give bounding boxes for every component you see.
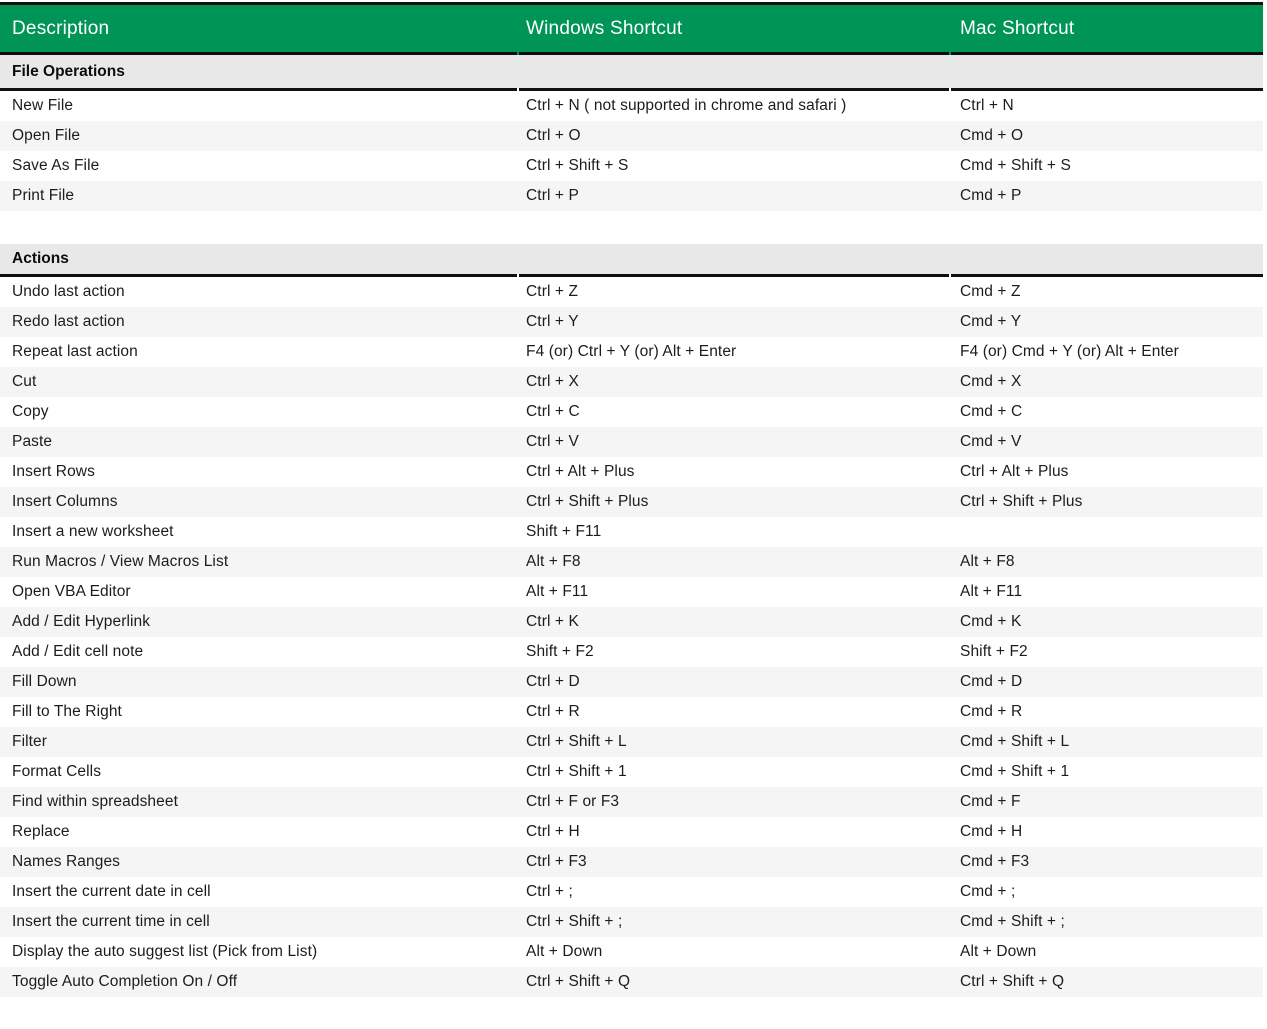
table-row	[0, 667, 1263, 697]
table-row	[0, 577, 1263, 607]
windows-shortcut-cell: Ctrl + Shift + Q	[526, 973, 631, 990]
windows-shortcut-cell: Ctrl + Y	[526, 313, 579, 330]
windows-shortcut-cell: Ctrl + Shift + Plus	[526, 493, 649, 510]
windows-shortcut-cell: Ctrl + Shift + S	[526, 157, 629, 174]
windows-shortcut-cell: Ctrl + P	[526, 187, 579, 204]
table-row	[0, 877, 1263, 907]
mac-shortcut-cell: Cmd + Z	[960, 283, 1021, 300]
table-row	[0, 487, 1263, 517]
windows-shortcut-cell: Ctrl + Shift + ;	[526, 913, 623, 930]
table-row	[0, 427, 1263, 457]
description-cell: Open File	[12, 127, 81, 144]
table-row	[0, 277, 1263, 307]
column-header-windows-shortcut: Windows Shortcut	[526, 17, 683, 39]
mac-shortcut-cell: Cmd + F3	[960, 853, 1030, 870]
column-border-notch	[949, 88, 951, 91]
windows-shortcut-cell: F4 (or) Ctrl + Y (or) Alt + Enter	[526, 343, 737, 360]
mac-shortcut-cell: Cmd + Shift + S	[960, 157, 1071, 174]
windows-shortcut-cell: Ctrl + D	[526, 673, 580, 690]
description-cell: New File	[12, 97, 74, 114]
table-row	[0, 757, 1263, 787]
table-row	[0, 457, 1263, 487]
column-header-mac-shortcut: Mac Shortcut	[960, 17, 1075, 39]
column-border-notch	[949, 274, 951, 277]
column-border-notch	[517, 88, 519, 91]
description-cell: Save As File	[12, 157, 100, 174]
table-row	[0, 937, 1263, 967]
table-row	[0, 337, 1263, 367]
windows-shortcut-cell: Ctrl + Z	[526, 283, 579, 300]
description-cell: Format Cells	[12, 763, 102, 780]
windows-shortcut-cell: Ctrl + Alt + Plus	[526, 463, 635, 480]
table-row	[0, 547, 1263, 577]
mac-shortcut-cell: Cmd + X	[960, 373, 1022, 390]
mac-shortcut-cell: F4 (or) Cmd + Y (or) Alt + Enter	[960, 343, 1179, 360]
description-cell: Open VBA Editor	[12, 583, 131, 600]
windows-shortcut-cell: Ctrl + Shift + 1	[526, 763, 627, 780]
windows-shortcut-cell: Alt + Down	[526, 943, 603, 960]
mac-shortcut-cell: Cmd + P	[960, 187, 1022, 204]
table-row	[0, 517, 1263, 547]
description-cell: Insert the current time in cell	[12, 913, 210, 930]
description-cell: Fill Down	[12, 673, 77, 690]
mac-shortcut-cell: Ctrl + Alt + Plus	[960, 463, 1069, 480]
table-row	[0, 727, 1263, 757]
mac-shortcut-cell: Alt + Down	[960, 943, 1037, 960]
table-row	[0, 907, 1263, 937]
table-row	[0, 787, 1263, 817]
table-header-row	[0, 5, 1263, 52]
description-cell: Run Macros / View Macros List	[12, 553, 229, 570]
section-bottom-border	[0, 88, 1263, 91]
column-border-notch	[517, 52, 519, 55]
windows-shortcut-cell: Ctrl + K	[526, 613, 579, 630]
table-row	[0, 637, 1263, 667]
mac-shortcut-cell: Cmd + K	[960, 613, 1022, 630]
description-cell: Repeat last action	[12, 343, 138, 360]
table-row	[0, 181, 1263, 211]
windows-shortcut-cell: Alt + F8	[526, 553, 581, 570]
mac-shortcut-cell: Cmd + R	[960, 703, 1023, 720]
mac-shortcut-cell: Cmd + Shift + 1	[960, 763, 1070, 780]
windows-shortcut-cell: Shift + F2	[526, 643, 594, 660]
windows-shortcut-cell: Ctrl + H	[526, 823, 580, 840]
column-header-description: Description	[12, 17, 110, 39]
windows-shortcut-cell: Ctrl + F or F3	[526, 793, 620, 810]
windows-shortcut-cell: Alt + F11	[526, 583, 589, 600]
mac-shortcut-cell: Cmd + ;	[960, 883, 1016, 900]
mac-shortcut-cell: Ctrl + Shift + Q	[960, 973, 1065, 990]
description-cell: Insert Rows	[12, 463, 95, 480]
windows-shortcut-cell: Ctrl + V	[526, 433, 579, 450]
description-cell: Find within spreadsheet	[12, 793, 179, 810]
section-gap	[0, 211, 1263, 244]
table-row	[0, 151, 1263, 181]
table-row	[0, 607, 1263, 637]
mac-shortcut-cell: Alt + F11	[960, 583, 1023, 600]
table-body	[0, 55, 1263, 997]
windows-shortcut-cell: Ctrl + O	[526, 127, 581, 144]
windows-shortcut-cell: Shift + F11	[526, 523, 602, 540]
mac-shortcut-cell: Cmd + F	[960, 793, 1021, 810]
table-row	[0, 121, 1263, 151]
description-cell: Fill to The Right	[12, 703, 122, 720]
windows-shortcut-cell: Ctrl + C	[526, 403, 580, 420]
description-cell: Insert a new worksheet	[12, 523, 174, 540]
mac-shortcut-cell: Cmd + O	[960, 127, 1024, 144]
description-cell: Replace	[12, 823, 70, 840]
mac-shortcut-cell: Cmd + V	[960, 433, 1022, 450]
mac-shortcut-cell: Alt + F8	[960, 553, 1015, 570]
description-cell: Redo last action	[12, 313, 125, 330]
mac-shortcut-cell: Cmd + Shift + L	[960, 733, 1070, 750]
column-border-notch	[517, 274, 519, 277]
table-row	[0, 967, 1263, 997]
table-row	[0, 91, 1263, 121]
windows-shortcut-cell: Ctrl + X	[526, 373, 579, 390]
description-cell: Toggle Auto Completion On / Off	[12, 973, 238, 990]
table-row	[0, 847, 1263, 877]
table-row	[0, 307, 1263, 337]
description-cell: Filter	[12, 733, 48, 750]
mac-shortcut-cell: Cmd + Y	[960, 313, 1022, 330]
table-row	[0, 367, 1263, 397]
description-cell: Add / Edit cell note	[12, 643, 144, 660]
mac-shortcut-cell: Ctrl + Shift + Plus	[960, 493, 1083, 510]
description-cell: Insert Columns	[12, 493, 118, 510]
mac-shortcut-cell: Cmd + Shift + ;	[960, 913, 1065, 930]
table-row	[0, 397, 1263, 427]
mac-shortcut-cell: Shift + F2	[960, 643, 1028, 660]
description-cell: Paste	[12, 433, 53, 450]
windows-shortcut-cell: Ctrl + R	[526, 703, 580, 720]
description-cell: Copy	[12, 403, 49, 420]
description-cell: Names Ranges	[12, 853, 121, 870]
windows-shortcut-cell: Ctrl + Shift + L	[526, 733, 627, 750]
column-border-notch	[949, 52, 951, 55]
header-bottom-border	[0, 52, 1263, 55]
table-row	[0, 817, 1263, 847]
windows-shortcut-cell: Ctrl + ;	[526, 883, 573, 900]
mac-shortcut-cell: Cmd + H	[960, 823, 1023, 840]
description-cell: Undo last action	[12, 283, 125, 300]
table-row	[0, 697, 1263, 727]
description-cell: Print File	[12, 187, 75, 204]
windows-shortcut-cell: Ctrl + N ( not supported in chrome and safari )	[526, 97, 847, 114]
mac-shortcut-cell: Cmd + D	[960, 673, 1023, 690]
description-cell: Insert the current date in cell	[12, 883, 211, 900]
description-cell: Cut	[12, 373, 37, 390]
description-cell: Display the auto suggest list (Pick from List)	[12, 943, 318, 960]
shortcuts-table	[0, 2, 1263, 997]
section-header: Actions	[0, 244, 1263, 274]
mac-shortcut-cell: Ctrl + N	[960, 97, 1014, 114]
windows-shortcut-cell: Ctrl + F3	[526, 853, 587, 870]
mac-shortcut-cell: Cmd + C	[960, 403, 1023, 420]
section-bottom-border	[0, 274, 1263, 277]
section-header: File Operations	[0, 55, 1263, 88]
description-cell: Add / Edit Hyperlink	[12, 613, 151, 630]
